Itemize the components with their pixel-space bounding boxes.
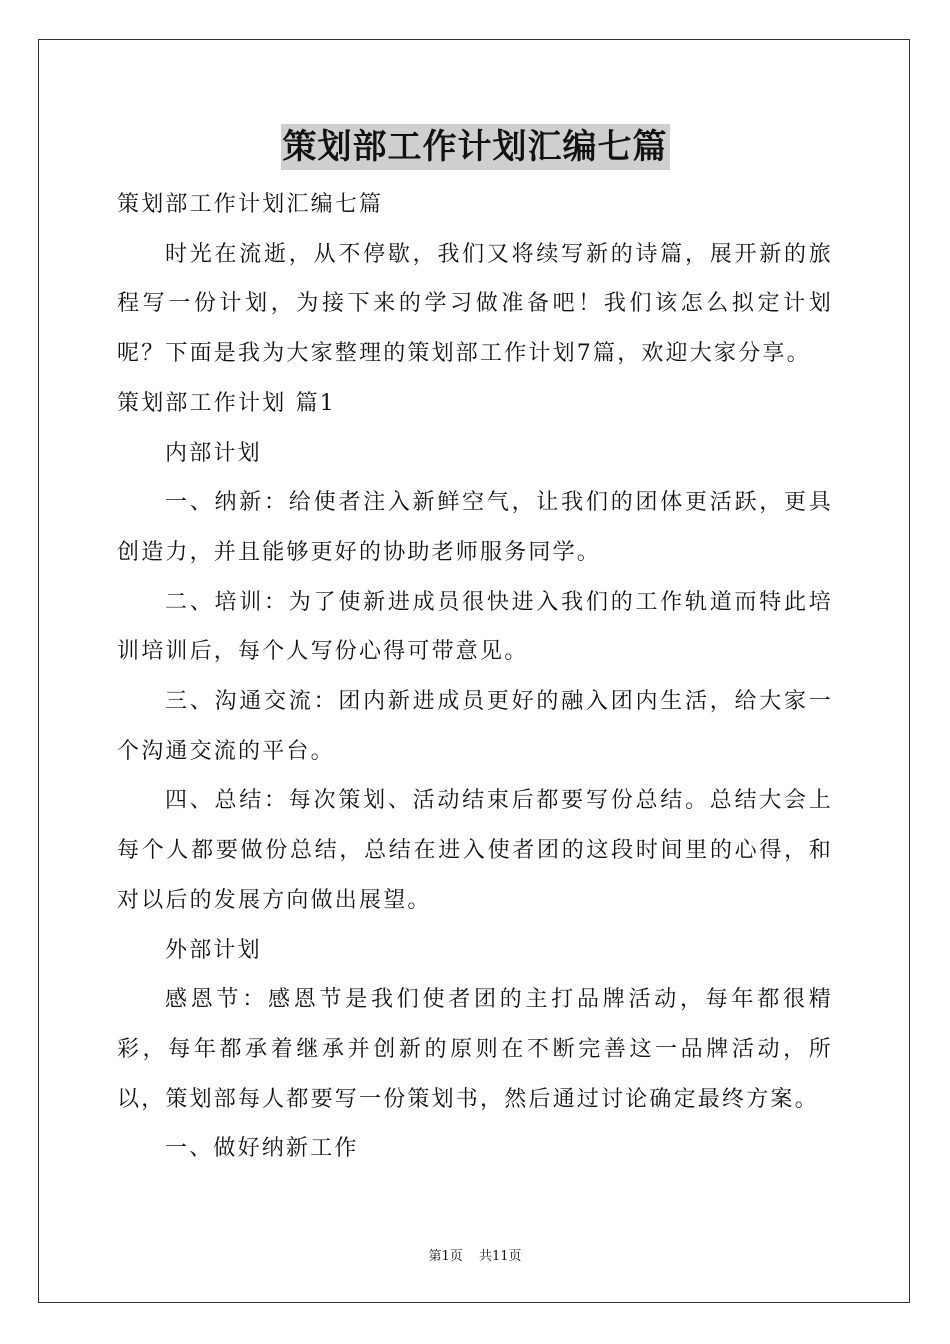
title-container: [0, 124, 950, 170]
paragraph: 感恩节：感恩节是我们使者团的主打品牌活动，每年都很精彩，每年都承着继承并创新的原则在不断完善这一品牌活动，所以，策划部每人都要写一份策划书，然后通过讨论确定最终方案。: [117, 987, 833, 1112]
paragraph: 内部计划: [165, 440, 262, 466]
paragraph: 策划部工作计划汇编七篇: [117, 192, 384, 217]
paragraph: 外部计划: [165, 937, 262, 963]
paragraph: 四、总结：每次策划、活动结束后都要写份总结。总结大会上每个人都要做份总结，总结在进入使者团的这段时间里的心得，和对以后的发展方向做出展望。: [117, 788, 833, 913]
paragraph: 二、培训：为了使新进成员很快进入我们的工作轨道而特此培训培训后，每个人写份心得可带意见。: [117, 589, 833, 665]
paragraph: 三、沟通交流：团内新进成员更好的融入团内生活，给大家一个沟通交流的平台。: [117, 689, 833, 764]
page-number: 第1页: [428, 1249, 463, 1264]
document-title: 策划部工作计划汇编七篇: [281, 124, 670, 170]
section-heading: 策划部工作计划 篇1: [117, 390, 336, 416]
paragraph: 一、纳新：给使者注入新鲜空气，让我们的团体更活跃，更具创造力，并且能够更好的协助老师服务同学。: [117, 490, 833, 565]
paragraph: 一、做好纳新工作: [165, 1136, 359, 1162]
page-footer: [0, 1245, 950, 1264]
page-total: 共11页: [478, 1249, 522, 1264]
paragraph: 时光在流逝，从不停歇，我们又将续写新的诗篇，展开新的旅程写一份计划，为接下来的学习做准备吧！我们该怎么拟定计划呢？下面是我为大家整理的策划部工作计划7篇，欢迎大家分享。: [117, 241, 833, 367]
document-body: [117, 180, 833, 1174]
